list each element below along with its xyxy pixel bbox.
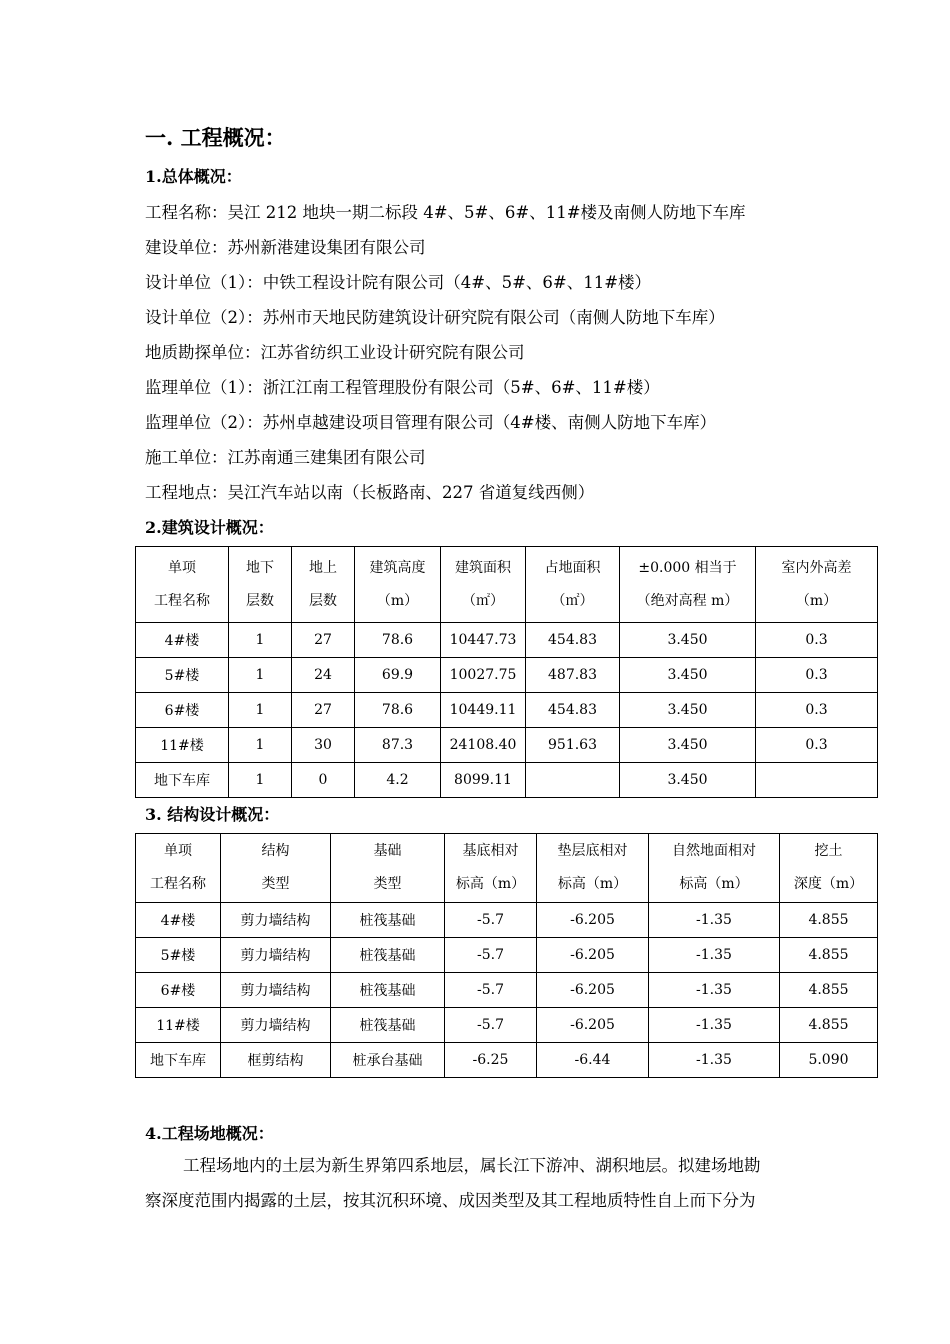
struct-header-cell: 基底相对 标高（m）	[445, 834, 537, 903]
location-line: 工程地点：吴江汽车站以南（长板路南、227 省道复线西侧）	[145, 483, 595, 502]
site-paragraph	[145, 1148, 845, 1218]
table-cell: -1.35	[649, 903, 780, 938]
table-row	[136, 903, 878, 938]
table-cell: 1	[229, 728, 292, 763]
table-cell: -1.35	[649, 1043, 780, 1078]
survey-unit-line: 地质勘探单位：江苏省纺织工业设计研究院有限公司	[145, 343, 525, 362]
table-cell: -6.205	[537, 903, 649, 938]
table-cell: -5.7	[445, 1008, 537, 1043]
table-cell: 8099.11	[441, 763, 526, 798]
arch-header-cell: 占地面积 （㎡）	[526, 547, 620, 623]
table-cell: 剪力墙结构	[221, 973, 331, 1008]
struct-header-cell: 结构 类型	[221, 834, 331, 903]
table-row	[136, 763, 878, 798]
table-cell: -1.35	[649, 973, 780, 1008]
table-cell: 10449.11	[441, 693, 526, 728]
arch-header-cell: 室内外高差 （m）	[756, 547, 878, 623]
table-cell: 剪力墙结构	[221, 938, 331, 973]
arch-header-cell: ±0.000 相当于 （绝对高程 m）	[620, 547, 756, 623]
table-cell: 3.450	[620, 693, 756, 728]
table-cell: 桩承台基础	[331, 1043, 445, 1078]
table-cell: 0.3	[756, 623, 878, 658]
table-row	[136, 728, 878, 763]
table-cell	[526, 763, 620, 798]
table-cell: -5.7	[445, 903, 537, 938]
table-cell: 地下车库	[136, 1043, 221, 1078]
table-cell: 10447.73	[441, 623, 526, 658]
table-cell: 0	[292, 763, 355, 798]
table-cell: 0.3	[756, 658, 878, 693]
table-cell: 5#楼	[136, 938, 221, 973]
table-cell: 4.855	[780, 973, 878, 1008]
table-cell: 24	[292, 658, 355, 693]
table-cell: 1	[229, 658, 292, 693]
table-cell: -1.35	[649, 1008, 780, 1043]
table-cell: 4.855	[780, 903, 878, 938]
table-cell: 3.450	[620, 763, 756, 798]
table-cell: 地下车库	[136, 763, 229, 798]
arch-header-cell: 地上 层数	[292, 547, 355, 623]
table-cell: 0.3	[756, 693, 878, 728]
table-cell: 78.6	[355, 693, 441, 728]
arch-header-cell: 建筑面积 （㎡）	[441, 547, 526, 623]
table-cell: -6.25	[445, 1043, 537, 1078]
table-cell: 4.2	[355, 763, 441, 798]
table-row	[136, 938, 878, 973]
struct-table	[135, 833, 878, 1078]
table-row	[136, 1008, 878, 1043]
site-paragraph-line: 察深度范围内揭露的土层，按其沉积环境、成因类型及其工程地质特性自上而下分为	[145, 1191, 756, 1210]
table-cell: 桩筏基础	[331, 903, 445, 938]
table-cell: 剪力墙结构	[221, 903, 331, 938]
contractor-line: 施工单位：江苏南通三建集团有限公司	[145, 448, 426, 467]
table-cell: -6.205	[537, 1008, 649, 1043]
table-cell: 951.63	[526, 728, 620, 763]
section-title: 一. 工程概况：	[145, 125, 286, 150]
design-unit-1-line: 设计单位（1）：中铁工程设计院有限公司（4#、5#、6#、11#楼）	[145, 273, 652, 292]
construction-unit-line: 建设单位：苏州新港建设集团有限公司	[145, 238, 426, 257]
table-cell: 87.3	[355, 728, 441, 763]
table-cell: 6#楼	[136, 693, 229, 728]
table-cell: -6.205	[537, 938, 649, 973]
table-cell: 剪力墙结构	[221, 1008, 331, 1043]
table-cell: 454.83	[526, 693, 620, 728]
table-cell: 桩筏基础	[331, 1008, 445, 1043]
table-cell: -5.7	[445, 973, 537, 1008]
table-cell: 桩筏基础	[331, 938, 445, 973]
table-cell: 桩筏基础	[331, 973, 445, 1008]
site-paragraph-line: 工程场地内的土层为新生界第四系地层，属长江下游冲、湖积地层。拟建场地勘	[183, 1156, 761, 1175]
table-cell: 3.450	[620, 623, 756, 658]
struct-header-cell: 自然地面相对 标高（m）	[649, 834, 780, 903]
overview-heading: 1.总体概况：	[145, 167, 242, 186]
table-row	[136, 623, 878, 658]
project-name-line: 工程名称：吴江 212 地块一期二标段 4#、5#、6#、11#楼及南侧人防地下车库	[145, 203, 746, 222]
arch-header-row	[136, 547, 878, 623]
table-cell: 69.9	[355, 658, 441, 693]
arch-header-cell: 建筑高度 （m）	[355, 547, 441, 623]
struct-header-row	[136, 834, 878, 903]
supervision-unit-2-line: 监理单位（2）：苏州卓越建设项目管理有限公司（4#楼、南侧人防地下车库）	[145, 413, 717, 432]
table-row	[136, 693, 878, 728]
arch-table	[135, 546, 878, 798]
table-cell: 27	[292, 693, 355, 728]
struct-header-cell: 垫层底相对 标高（m）	[537, 834, 649, 903]
table-cell: 11#楼	[136, 1008, 221, 1043]
table-cell	[756, 763, 878, 798]
site-heading: 4.工程场地概况：	[145, 1124, 274, 1143]
table-cell: 78.6	[355, 623, 441, 658]
table-cell: 10027.75	[441, 658, 526, 693]
table-cell: -6.44	[537, 1043, 649, 1078]
arch-header-cell: 地下 层数	[229, 547, 292, 623]
struct-heading: 3. 结构设计概况：	[145, 805, 280, 824]
table-cell: 6#楼	[136, 973, 221, 1008]
table-cell: -6.205	[537, 973, 649, 1008]
table-row	[136, 973, 878, 1008]
table-cell: 24108.40	[441, 728, 526, 763]
arch-header-cell: 单项 工程名称	[136, 547, 229, 623]
table-cell: 4.855	[780, 938, 878, 973]
table-cell: 3.450	[620, 658, 756, 693]
table-cell: 1	[229, 623, 292, 658]
table-cell: 1	[229, 693, 292, 728]
table-cell: 1	[229, 763, 292, 798]
arch-heading: 2.建筑设计概况：	[145, 518, 274, 537]
table-cell: 5#楼	[136, 658, 229, 693]
table-cell: 3.450	[620, 728, 756, 763]
table-row	[136, 658, 878, 693]
table-cell: 27	[292, 623, 355, 658]
table-cell: 11#楼	[136, 728, 229, 763]
supervision-unit-1-line: 监理单位（1）：浙江江南工程管理股份有限公司（5#、6#、11#楼）	[145, 378, 660, 397]
table-cell: 4#楼	[136, 903, 221, 938]
table-cell: 4.855	[780, 1008, 878, 1043]
table-cell: -1.35	[649, 938, 780, 973]
table-cell: 4#楼	[136, 623, 229, 658]
struct-header-cell: 单项 工程名称	[136, 834, 221, 903]
table-cell: 0.3	[756, 728, 878, 763]
table-row	[136, 1043, 878, 1078]
struct-header-cell: 基础 类型	[331, 834, 445, 903]
table-cell: -5.7	[445, 938, 537, 973]
table-cell: 487.83	[526, 658, 620, 693]
table-cell: 30	[292, 728, 355, 763]
design-unit-2-line: 设计单位（2）：苏州市天地民防建筑设计研究院有限公司（南侧人防地下车库）	[145, 308, 725, 327]
table-cell: 5.090	[780, 1043, 878, 1078]
table-cell: 454.83	[526, 623, 620, 658]
table-cell: 框剪结构	[221, 1043, 331, 1078]
struct-header-cell: 挖土 深度（m）	[780, 834, 878, 903]
